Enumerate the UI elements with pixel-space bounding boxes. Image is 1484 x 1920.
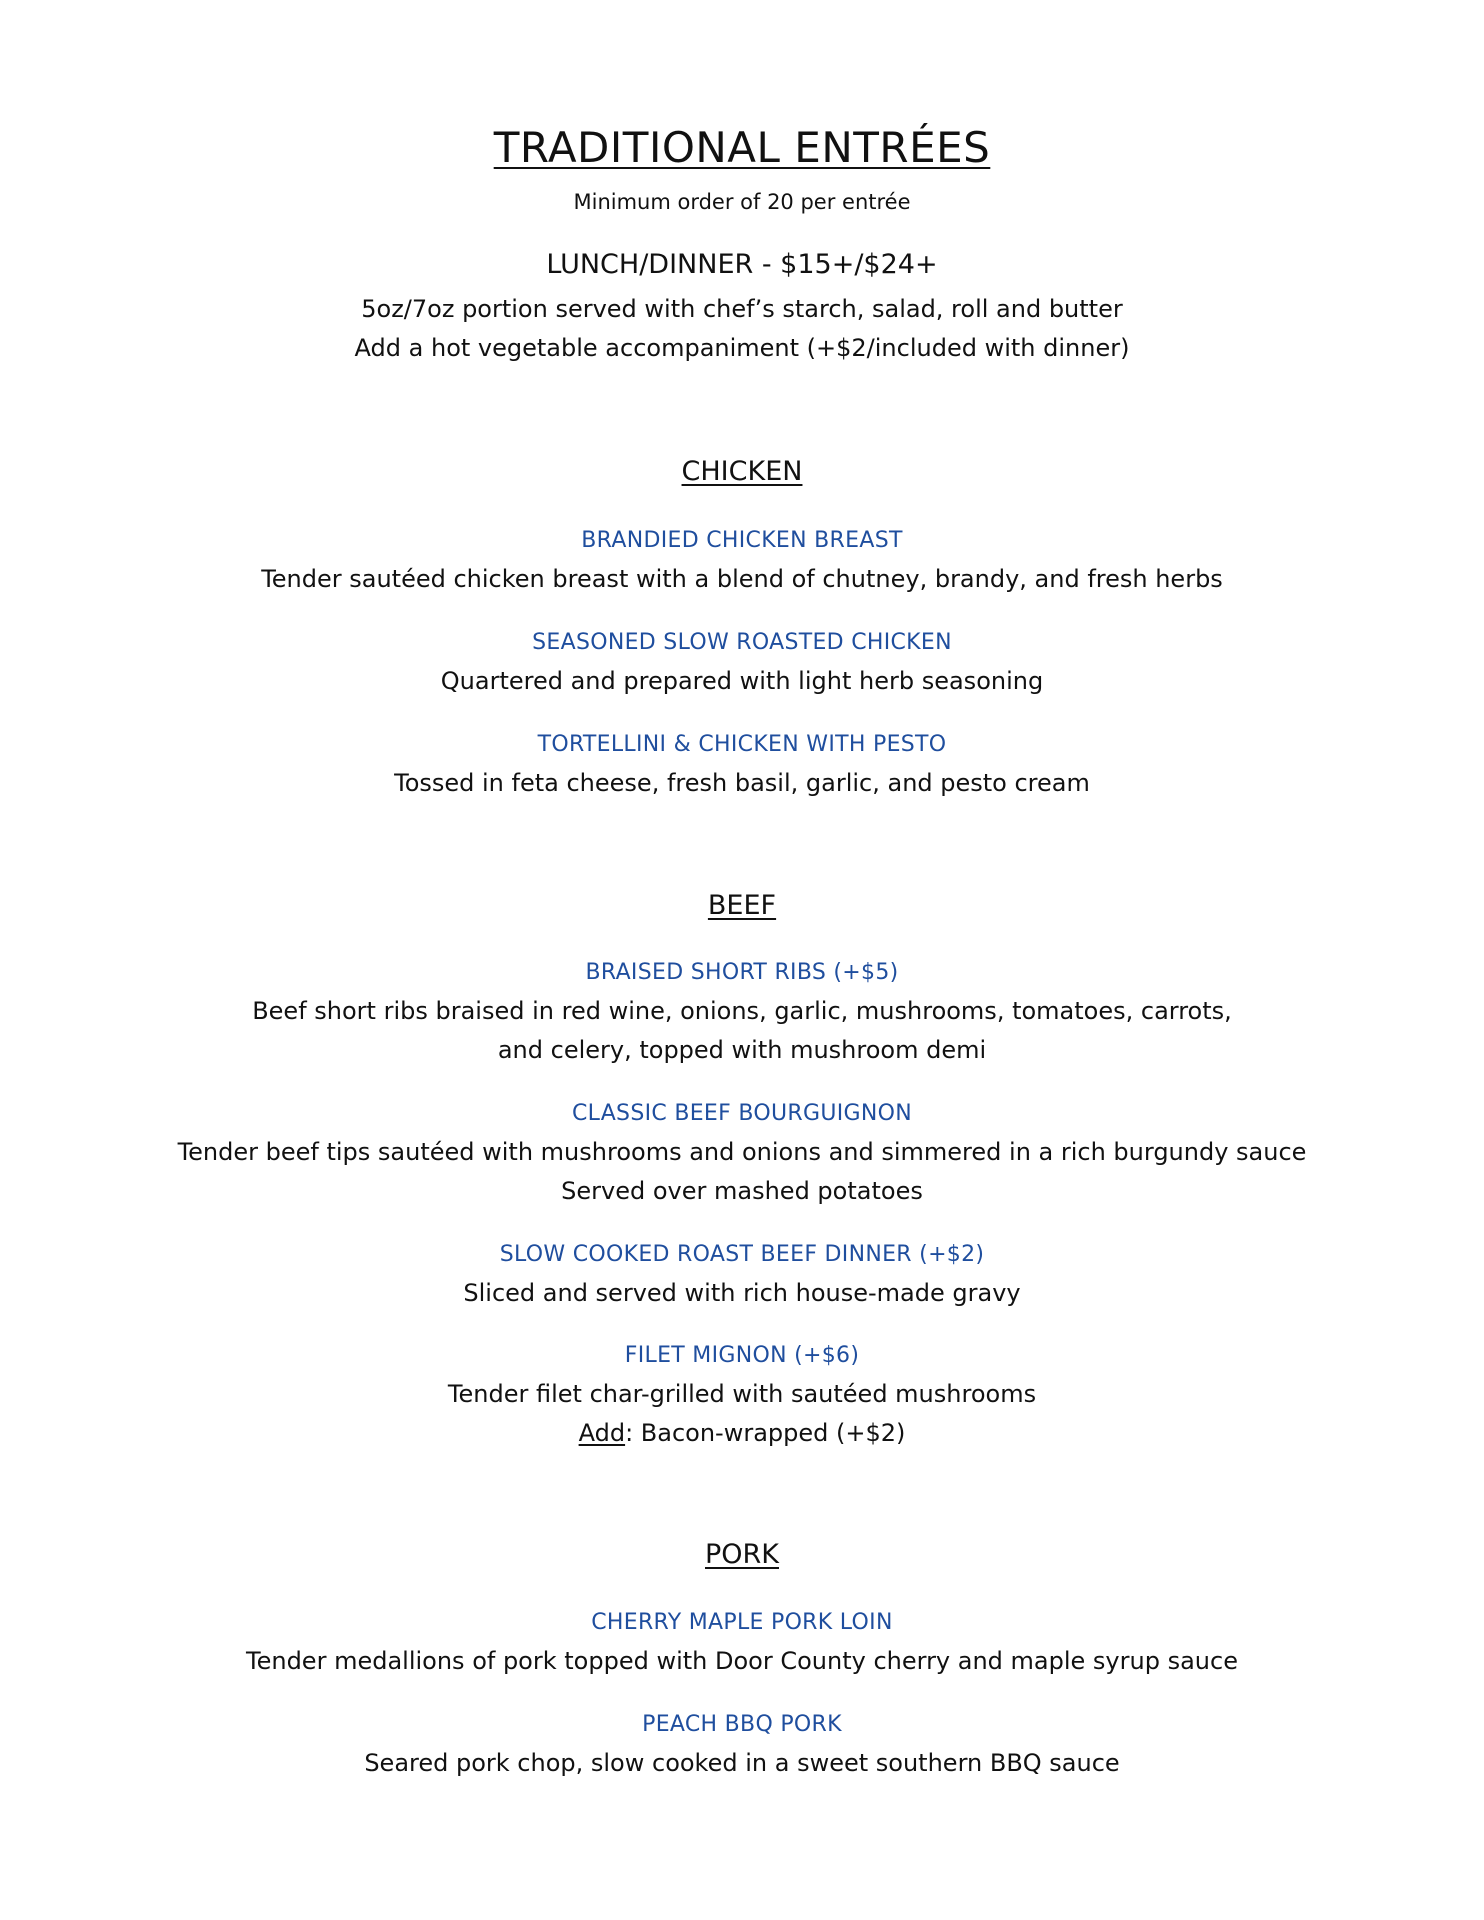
menu-item-description: Tender medallions of pork topped with Door County cherry and maple syrup sauce <box>246 1647 1238 1675</box>
menu-item-name: CLASSIC BEEF BOURGUIGNON <box>571 1101 912 1126</box>
menu-item-description: Tender sautéed chicken breast with a blend of chutney, brandy, and fresh herbs <box>261 565 1223 593</box>
menu-item-name: SLOW COOKED ROAST BEEF DINNER (+$2) <box>499 1242 985 1267</box>
add-on-line <box>0 1416 1484 1450</box>
menu-item-description: Served over mashed potatoes <box>561 1177 923 1205</box>
pricing-line: LUNCH/DINNER - $15+/$24+ <box>546 249 938 280</box>
add-label: Add <box>578 1419 626 1447</box>
intro-line-vegetable: Add a hot vegetable accompaniment (+$2/included with dinner) <box>354 334 1130 362</box>
menu-item-name: BRANDIED CHICKEN BREAST <box>581 528 903 553</box>
menu-item-description: Tossed in feta cheese, fresh basil, garlic, and pesto cream <box>394 769 1090 797</box>
menu-item-description: Sliced and served with rich house-made gravy <box>463 1279 1021 1307</box>
menu-item-description: and celery, topped with mushroom demi <box>497 1036 987 1064</box>
intro-line-portion: 5oz/7oz portion served with chef’s starch, salad, roll and butter <box>361 295 1123 323</box>
menu-item-description: Tender filet char-grilled with sautéed mushrooms <box>447 1380 1037 1408</box>
menu-item-name: CHERRY MAPLE PORK LOIN <box>591 1610 893 1635</box>
section-heading-chicken: CHICKEN <box>681 456 803 487</box>
page-title: TRADITIONAL ENTRÉES <box>493 123 991 172</box>
menu-item-name: BRAISED SHORT RIBS (+$5) <box>585 960 899 985</box>
menu-item-description: Beef short ribs braised in red wine, onions, garlic, mushrooms, tomatoes, carrots, <box>252 997 1232 1025</box>
menu-item-name: FILET MIGNON (+$6) <box>624 1343 860 1368</box>
menu-item-name: SEASONED SLOW ROASTED CHICKEN <box>532 630 952 655</box>
menu-item-name: TORTELLINI & CHICKEN WITH PESTO <box>537 732 947 757</box>
add-on-text: : Bacon-wrapped (+$2) <box>625 1419 906 1447</box>
menu-item-description: Seared pork chop, slow cooked in a sweet southern BBQ sauce <box>364 1749 1120 1777</box>
minimum-order-note: Minimum order of 20 per entrée <box>573 190 911 214</box>
section-heading-pork: PORK <box>705 1539 779 1570</box>
section-heading-beef: BEEF <box>707 890 777 921</box>
menu-item-name: PEACH BBQ PORK <box>642 1712 842 1737</box>
menu-item-description: Tender beef tips sautéed with mushrooms and onions and simmered in a rich burgundy sauce <box>177 1138 1307 1166</box>
menu-item-description: Quartered and prepared with light herb seasoning <box>440 667 1044 695</box>
